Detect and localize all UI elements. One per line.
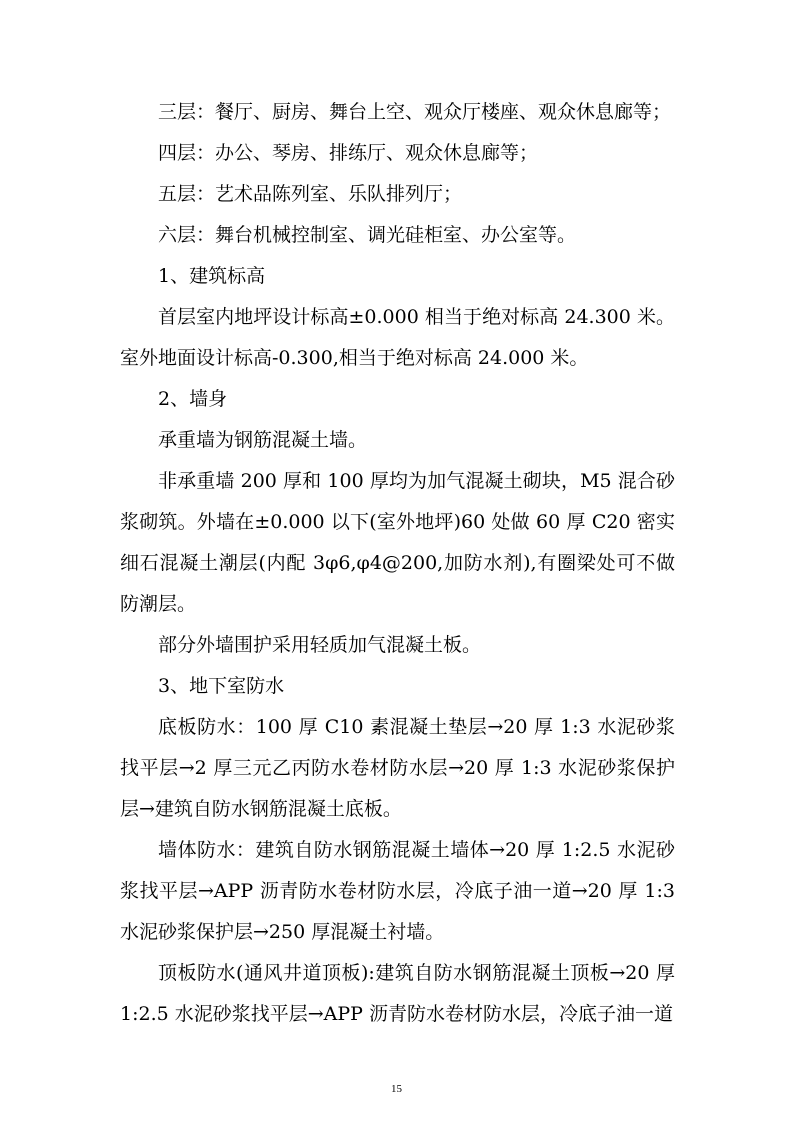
paragraph-sixth-floor: 六层：舞台机械控制室、调光硅柜室、办公室等。 [158,224,577,246]
heading-building-elevation: 1、建筑标高 [158,265,266,287]
document-body [120,92,675,1035]
paragraph-exterior-panels: 部分外墙围护采用轻质加气混凝土板。 [158,634,482,656]
heading-walls: 2、墙身 [158,388,228,410]
paragraph-fourth-floor: 四层：办公、琴房、排练厅、观众休息廊等； [158,142,539,164]
heading-basement-waterproofing: 3、地下室防水 [158,675,285,697]
paragraph-fifth-floor: 五层：艺术品陈列室、乐队排列厅； [158,183,463,205]
paragraph-roof-slab-waterproofing: 顶板防水(通风井道顶板):建筑自防水钢筋混凝土顶板→20 厚 1:2.5 水泥砂浆找平层→APP 沥青防水卷材防水层，冷底子油一道 [120,962,675,1025]
page-number: 15 [391,1083,402,1095]
paragraph-elevation: 首层室内地坪设计标高±0.000 相当于绝对标高 24.300 米。室外地面设计标高-0.300,相当于绝对标高 24.000 米。 [120,306,675,369]
paragraph-wall-waterproofing: 墙体防水：建筑自防水钢筋混凝土墙体→20 厚 1:2.5 水泥砂浆找平层→APP 沥青防水卷材防水层，冷底子油一道→20 厚 1:3 水泥砂浆保护层→250 厚混凝土衬墙。 [120,839,675,943]
paragraph-bearing-walls: 承重墙为钢筋混凝土墙。 [158,429,368,451]
paragraph-third-floor: 三层：餐厅、厨房、舞台上空、观众厅楼座、观众休息廊等； [158,101,672,123]
paragraph-non-bearing-walls: 非承重墙 200 厚和 100 厚均为加气混凝土砌块，M5 混合砂浆砌筑。外墙在±0.000 以下(室外地坪)60 处做 60 厚 C20 密实细石混凝土潮层(内配 3φ6,φ4@200,加防水剂),有圈梁处可不做防潮层。 [120,470,675,615]
paragraph-floor-slab-waterproofing: 底板防水：100 厚 C10 素混凝土垫层→20 厚 1:3 水泥砂浆找平层→2 厚三元乙丙防水卷材防水层→20 厚 1:3 水泥砂浆保护层→建筑自防水钢筋混凝土底板。 [120,716,675,820]
